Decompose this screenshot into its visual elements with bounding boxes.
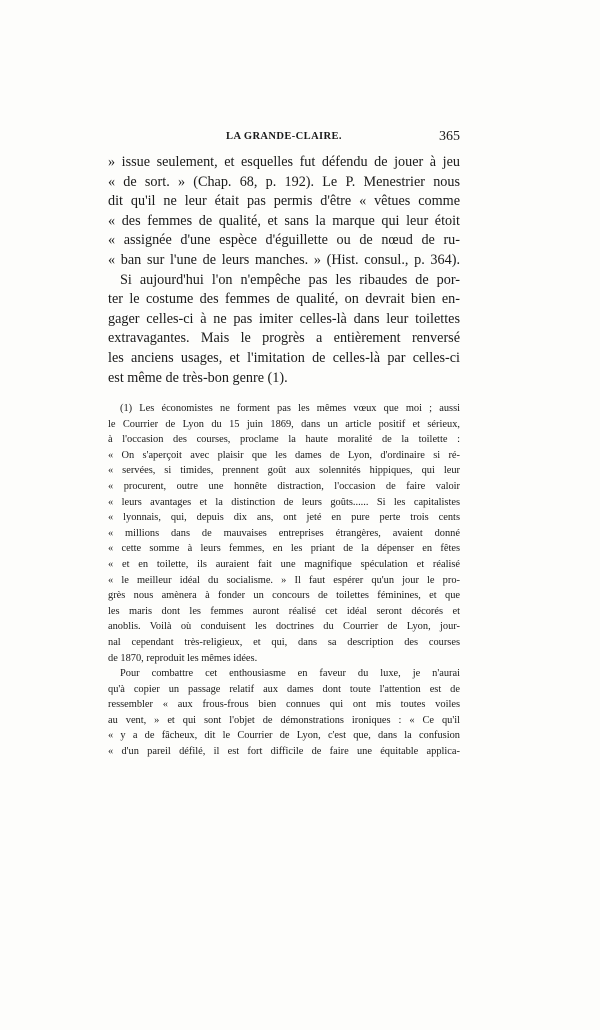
text-line: » issue seulement, et esquelles fut défendu de jouer à jeu [108,154,460,170]
footnote-line: (1) Les économistes ne forment pas les mêmes vœux que moi ; aussi [120,403,460,414]
page-header [108,131,460,149]
footnote-line: nal cependant très-religieux, et qui, dans sa description des courses [108,636,460,648]
text-line: « ban sur l'une de leurs manches. » (Hist. consul., p. 364). [108,251,460,268]
footnote-line: « leurs avantages et la distinction de leurs goûts...... Si les capitalistes [108,496,460,508]
footnote-line: « lyonnais, qui, depuis dix ans, ont jeté en pure perte trois cents [108,512,460,524]
footnote-line: « le meilleur idéal du socialisme. » Il faut espérer qu'un jour le pro- [108,574,460,586]
footnote-line: Pour combattre cet enthousiasme en faveur du luxe, je n'aurai [120,668,460,680]
footnote-line: « procurent, outre une honnête distraction, l'occasion de faire valoir [108,480,460,492]
footnote-line: anoblis. Voilà où conduisent les doctrines du Courrier de Lyon, jour- [108,621,460,633]
footnote-line: au vent, » et qui sont l'objet de démonstrations ironiques : « Ce qu'il [108,714,460,726]
footnote-line: « millions dans de mauvaises entreprises étrangères, avaient donné [108,527,460,539]
text-line: Si aujourd'hui l'on n'empêche pas les ribaudes de por- [120,271,460,288]
footnote-line: « cette somme à leurs femmes, en les priant de la dépenser en fêtes [108,543,460,555]
footnote-line: les maris dont les femmes auront réalisé cet idéal seront décorés et [108,605,460,617]
footnote-line: à l'occasion des courses, proclame la haute moralité de la toilette : [108,434,460,446]
footnote-line: « y a de fâcheux, dit le Courrier de Lyon, c'est que, dans la confusion [108,730,460,742]
footnote [108,401,460,760]
footnote-line: de 1870, reproduit les mêmes idées. [108,652,258,664]
text-line: gager celles-ci à ne pas imiter celles-là dans leur toilettes [108,310,460,327]
footnote-line: « On s'aperçoit avec plaisir que les dames de Lyon, d'ordinaire si ré- [108,449,460,461]
running-title: LA GRANDE-CLAIRE. [226,131,342,142]
text-line: dit qu'il ne leur était pas permis d'être « vêtues comme [108,193,460,210]
footnote-line: « d'un pareil défilé, il est fort difficile de faire une équitable applica- [108,746,460,758]
text-line: est même de très-bon genre (1). [108,369,288,386]
footnote-line: grès nous amènera à fonder un concours de toilettes féminines, et que [108,590,460,602]
main-text [108,153,460,388]
footnote-line: qu'à copier un passage relatif aux dames dont toute l'attention est de [108,683,460,695]
text-line: « assignée d'une espèce d'éguillette ou de nœud de ru- [108,232,460,249]
text-line: extravagantes. Mais le progrès a entièrement renversé [108,330,460,347]
text-line: « de sort. » (Chap. 68, p. 192). Le P. Menestrier nous [108,173,460,190]
footnote-line: ressembler « aux frous-frous bien connues qui ont mis toutes voiles [108,699,460,711]
footnote-line: « servées, si timides, prennent goût aux solennités hippiques, qui leur [108,465,460,477]
text-line: les anciens usages, et l'imitation de celles-là par celles-ci [108,349,460,366]
text-line: « des femmes de qualité, et sans la marque qui leur étoit [108,212,460,229]
footnote-line: le Courrier de Lyon du 15 juin 1869, dans un article positif et sérieux, [108,418,460,430]
page-number: 365 [439,129,460,144]
footnote-line: « et en toilette, ils auraient fait une magnifique spéculation et réalisé [108,558,460,570]
text-line: ter le costume des femmes de qualité, on devrait bien en- [108,291,460,308]
